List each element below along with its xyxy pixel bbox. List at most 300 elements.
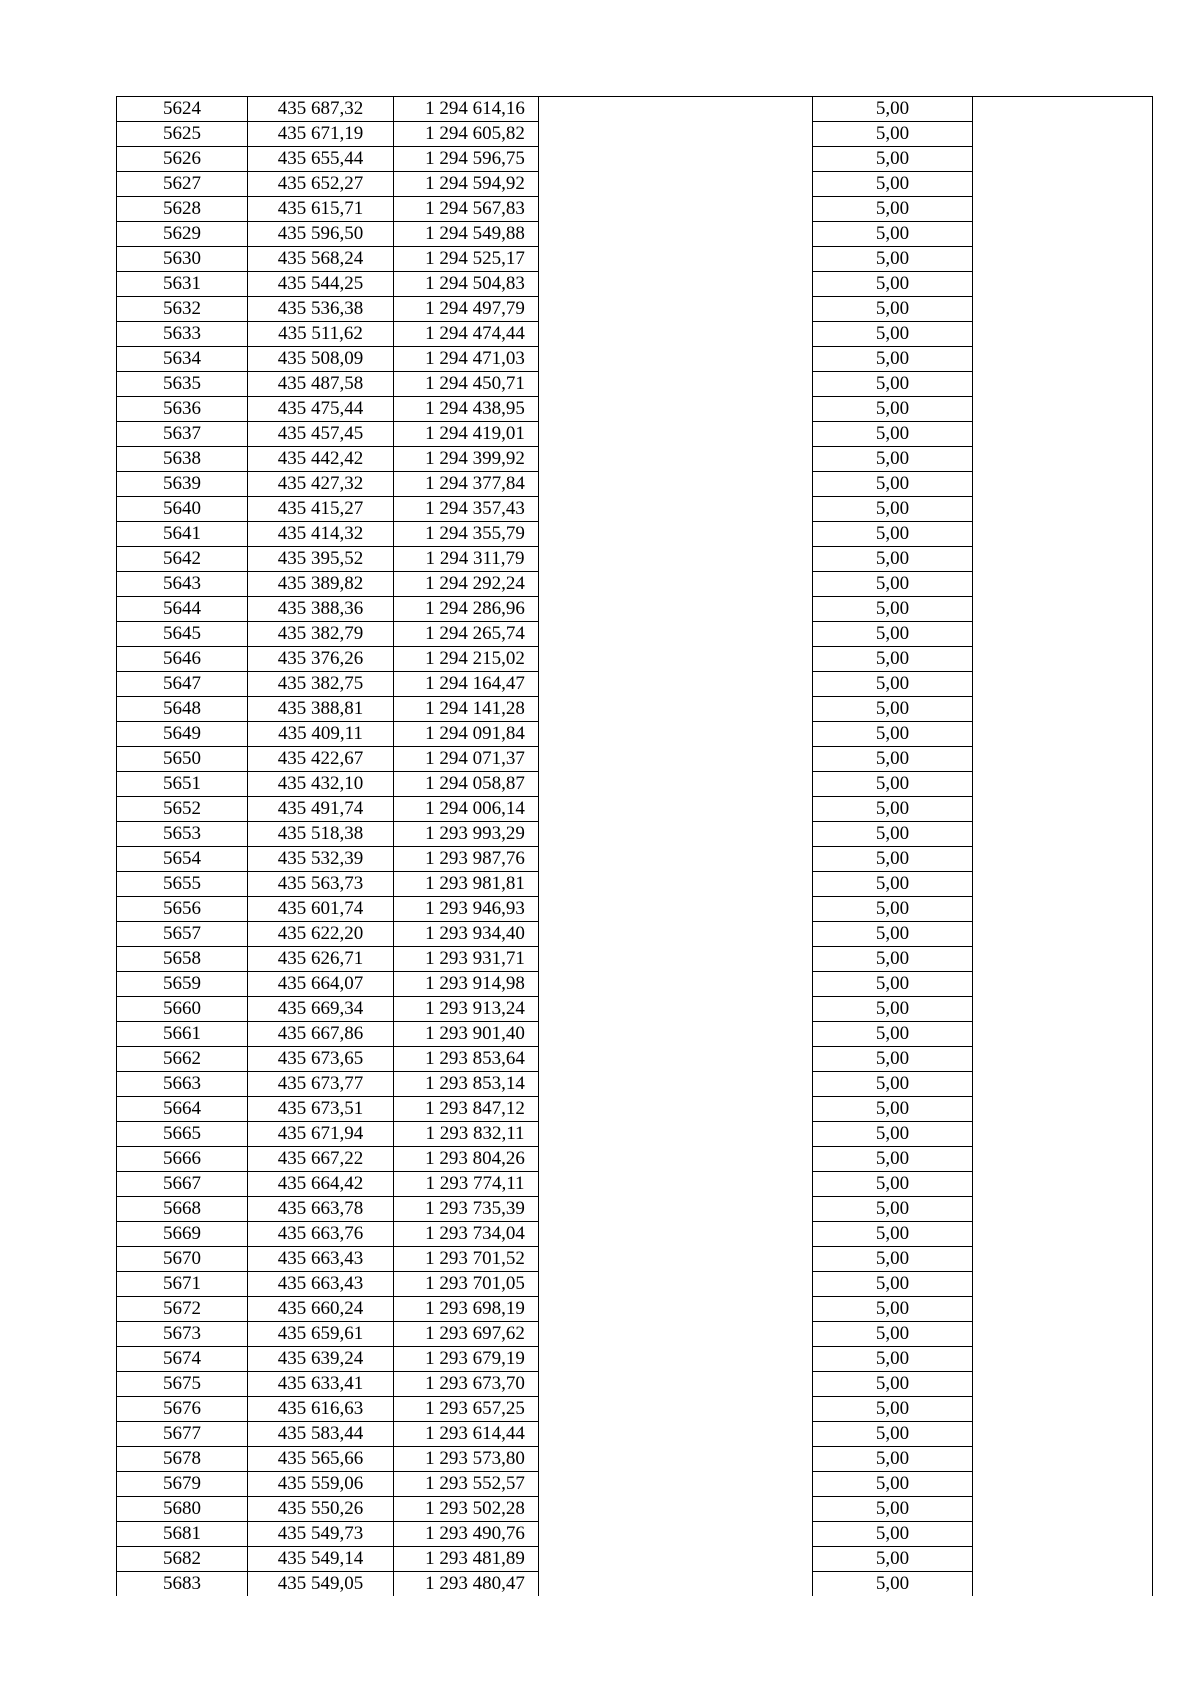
point-number-cell: 5677	[117, 1422, 248, 1447]
x-coordinate-cell: 435 409,11	[248, 722, 394, 747]
x-coordinate-cell: 435 664,07	[248, 972, 394, 997]
accuracy-value-cell: 5,00	[813, 522, 973, 547]
description-cell	[539, 1247, 813, 1272]
y-coordinate-cell: 1 294 164,47	[394, 672, 539, 697]
table-row	[117, 1097, 1153, 1122]
point-number-cell: 5681	[117, 1522, 248, 1547]
accuracy-value-cell: 5,00	[813, 772, 973, 797]
accuracy-value-cell: 5,00	[813, 1272, 973, 1297]
x-coordinate-cell: 435 667,86	[248, 1022, 394, 1047]
y-coordinate-cell: 1 294 399,92	[394, 447, 539, 472]
note-cell	[973, 1422, 1153, 1447]
accuracy-value-cell: 5,00	[813, 1022, 973, 1047]
point-number-cell: 5653	[117, 822, 248, 847]
y-coordinate-cell: 1 293 853,14	[394, 1072, 539, 1097]
accuracy-value-cell: 5,00	[813, 172, 973, 197]
x-coordinate-cell: 435 549,73	[248, 1522, 394, 1547]
point-number-cell: 5675	[117, 1372, 248, 1397]
x-coordinate-cell: 435 442,42	[248, 447, 394, 472]
table-row	[117, 872, 1153, 897]
table-row	[117, 97, 1153, 122]
description-cell	[539, 1147, 813, 1172]
point-number-cell: 5668	[117, 1197, 248, 1222]
description-cell	[539, 1347, 813, 1372]
note-cell	[973, 947, 1153, 972]
description-cell	[539, 1022, 813, 1047]
description-cell	[539, 622, 813, 647]
note-cell	[973, 672, 1153, 697]
table-row	[117, 1522, 1153, 1547]
x-coordinate-cell: 435 671,19	[248, 122, 394, 147]
description-cell	[539, 1497, 813, 1522]
description-cell	[539, 797, 813, 822]
x-coordinate-cell: 435 663,43	[248, 1272, 394, 1297]
accuracy-value-cell: 5,00	[813, 247, 973, 272]
x-coordinate-cell: 435 673,51	[248, 1097, 394, 1122]
note-cell	[973, 922, 1153, 947]
note-cell	[973, 172, 1153, 197]
description-cell	[539, 1572, 813, 1597]
accuracy-value-cell: 5,00	[813, 447, 973, 472]
y-coordinate-cell: 1 293 480,47	[394, 1572, 539, 1597]
table-row	[117, 897, 1153, 922]
note-cell	[973, 397, 1153, 422]
note-cell	[973, 1497, 1153, 1522]
x-coordinate-cell: 435 663,43	[248, 1247, 394, 1272]
table-row	[117, 947, 1153, 972]
x-coordinate-cell: 435 388,36	[248, 597, 394, 622]
note-cell	[973, 472, 1153, 497]
y-coordinate-cell: 1 294 377,84	[394, 472, 539, 497]
y-coordinate-cell: 1 293 679,19	[394, 1347, 539, 1372]
point-number-cell: 5637	[117, 422, 248, 447]
point-number-cell: 5645	[117, 622, 248, 647]
note-cell	[973, 847, 1153, 872]
point-number-cell: 5642	[117, 547, 248, 572]
description-cell	[539, 147, 813, 172]
point-number-cell: 5661	[117, 1022, 248, 1047]
point-number-cell: 5634	[117, 347, 248, 372]
x-coordinate-cell: 435 687,32	[248, 97, 394, 122]
table-row	[117, 197, 1153, 222]
y-coordinate-cell: 1 293 913,24	[394, 997, 539, 1022]
description-cell	[539, 497, 813, 522]
point-number-cell: 5631	[117, 272, 248, 297]
table-row	[117, 1347, 1153, 1372]
table-row	[117, 672, 1153, 697]
y-coordinate-cell: 1 294 357,43	[394, 497, 539, 522]
note-cell	[973, 1047, 1153, 1072]
table-row	[117, 497, 1153, 522]
accuracy-value-cell: 5,00	[813, 1497, 973, 1522]
point-number-cell: 5656	[117, 897, 248, 922]
y-coordinate-cell: 1 294 474,44	[394, 322, 539, 347]
table-row	[117, 1197, 1153, 1222]
table-row	[117, 572, 1153, 597]
y-coordinate-cell: 1 293 657,25	[394, 1397, 539, 1422]
description-cell	[539, 522, 813, 547]
point-number-cell: 5641	[117, 522, 248, 547]
point-number-cell: 5633	[117, 322, 248, 347]
x-coordinate-cell: 435 508,09	[248, 347, 394, 372]
point-number-cell: 5643	[117, 572, 248, 597]
x-coordinate-cell: 435 568,24	[248, 247, 394, 272]
y-coordinate-cell: 1 294 058,87	[394, 772, 539, 797]
y-coordinate-cell: 1 293 573,80	[394, 1447, 539, 1472]
x-coordinate-cell: 435 655,44	[248, 147, 394, 172]
x-coordinate-cell: 435 615,71	[248, 197, 394, 222]
accuracy-value-cell: 5,00	[813, 997, 973, 1022]
note-cell	[973, 1072, 1153, 1097]
x-coordinate-cell: 435 622,20	[248, 922, 394, 947]
x-coordinate-cell: 435 388,81	[248, 697, 394, 722]
x-coordinate-cell: 435 563,73	[248, 872, 394, 897]
y-coordinate-cell: 1 293 735,39	[394, 1197, 539, 1222]
note-cell	[973, 122, 1153, 147]
note-cell	[973, 572, 1153, 597]
note-cell	[973, 1472, 1153, 1497]
note-cell	[973, 297, 1153, 322]
note-cell	[973, 322, 1153, 347]
point-number-cell: 5648	[117, 697, 248, 722]
accuracy-value-cell: 5,00	[813, 647, 973, 672]
table-row	[117, 1247, 1153, 1272]
description-cell	[539, 1472, 813, 1497]
note-cell	[973, 1022, 1153, 1047]
point-number-cell: 5644	[117, 597, 248, 622]
y-coordinate-cell: 1 294 355,79	[394, 522, 539, 547]
accuracy-value-cell: 5,00	[813, 472, 973, 497]
note-cell	[973, 1147, 1153, 1172]
x-coordinate-cell: 435 511,62	[248, 322, 394, 347]
y-coordinate-cell: 1 294 071,37	[394, 747, 539, 772]
description-cell	[539, 372, 813, 397]
y-coordinate-cell: 1 294 419,01	[394, 422, 539, 447]
table-row	[117, 1372, 1153, 1397]
x-coordinate-cell: 435 549,05	[248, 1572, 394, 1597]
x-coordinate-cell: 435 664,42	[248, 1172, 394, 1197]
point-number-cell: 5654	[117, 847, 248, 872]
note-cell	[973, 597, 1153, 622]
note-cell	[973, 97, 1153, 122]
x-coordinate-cell: 435 565,66	[248, 1447, 394, 1472]
description-cell	[539, 397, 813, 422]
table-row	[117, 1222, 1153, 1247]
note-cell	[973, 647, 1153, 672]
accuracy-value-cell: 5,00	[813, 1297, 973, 1322]
description-cell	[539, 847, 813, 872]
note-cell	[973, 272, 1153, 297]
table-row	[117, 697, 1153, 722]
point-number-cell: 5636	[117, 397, 248, 422]
y-coordinate-cell: 1 294 594,92	[394, 172, 539, 197]
point-number-cell: 5635	[117, 372, 248, 397]
table-row	[117, 297, 1153, 322]
y-coordinate-cell: 1 293 804,26	[394, 1147, 539, 1172]
note-cell	[973, 1347, 1153, 1372]
y-coordinate-cell: 1 294 006,14	[394, 797, 539, 822]
y-coordinate-cell: 1 293 832,11	[394, 1122, 539, 1147]
x-coordinate-cell: 435 671,94	[248, 1122, 394, 1147]
y-coordinate-cell: 1 294 450,71	[394, 372, 539, 397]
table-row	[117, 1022, 1153, 1047]
y-coordinate-cell: 1 293 901,40	[394, 1022, 539, 1047]
x-coordinate-cell: 435 669,34	[248, 997, 394, 1022]
description-cell	[539, 322, 813, 347]
y-coordinate-cell: 1 294 497,79	[394, 297, 539, 322]
point-number-cell: 5680	[117, 1497, 248, 1522]
note-cell	[973, 897, 1153, 922]
y-coordinate-cell: 1 294 215,02	[394, 647, 539, 672]
y-coordinate-cell: 1 294 438,95	[394, 397, 539, 422]
accuracy-value-cell: 5,00	[813, 1447, 973, 1472]
table-row	[117, 522, 1153, 547]
description-cell	[539, 247, 813, 272]
point-number-cell: 5679	[117, 1472, 248, 1497]
description-cell	[539, 697, 813, 722]
y-coordinate-cell: 1 293 981,81	[394, 872, 539, 897]
x-coordinate-cell: 435 633,41	[248, 1372, 394, 1397]
accuracy-value-cell: 5,00	[813, 897, 973, 922]
description-cell	[539, 1172, 813, 1197]
description-cell	[539, 997, 813, 1022]
x-coordinate-cell: 435 414,32	[248, 522, 394, 547]
x-coordinate-cell: 435 415,27	[248, 497, 394, 522]
y-coordinate-cell: 1 294 605,82	[394, 122, 539, 147]
x-coordinate-cell: 435 616,63	[248, 1397, 394, 1422]
point-number-cell: 5682	[117, 1547, 248, 1572]
accuracy-value-cell: 5,00	[813, 1522, 973, 1547]
x-coordinate-cell: 435 559,06	[248, 1472, 394, 1497]
description-cell	[539, 947, 813, 972]
accuracy-value-cell: 5,00	[813, 872, 973, 897]
description-cell	[539, 1297, 813, 1322]
accuracy-value-cell: 5,00	[813, 1247, 973, 1272]
x-coordinate-cell: 435 659,61	[248, 1322, 394, 1347]
y-coordinate-cell: 1 293 490,76	[394, 1522, 539, 1547]
description-cell	[539, 672, 813, 697]
accuracy-value-cell: 5,00	[813, 722, 973, 747]
x-coordinate-cell: 435 475,44	[248, 397, 394, 422]
table-row	[117, 447, 1153, 472]
y-coordinate-cell: 1 293 914,98	[394, 972, 539, 997]
y-coordinate-cell: 1 294 091,84	[394, 722, 539, 747]
y-coordinate-cell: 1 293 614,44	[394, 1422, 539, 1447]
note-cell	[973, 147, 1153, 172]
y-coordinate-cell: 1 294 525,17	[394, 247, 539, 272]
point-number-cell: 5676	[117, 1397, 248, 1422]
note-cell	[973, 722, 1153, 747]
table-row	[117, 222, 1153, 247]
accuracy-value-cell: 5,00	[813, 1172, 973, 1197]
y-coordinate-cell: 1 294 471,03	[394, 347, 539, 372]
point-number-cell: 5628	[117, 197, 248, 222]
accuracy-value-cell: 5,00	[813, 422, 973, 447]
y-coordinate-cell: 1 293 853,64	[394, 1047, 539, 1072]
accuracy-value-cell: 5,00	[813, 1372, 973, 1397]
accuracy-value-cell: 5,00	[813, 1547, 973, 1572]
point-number-cell: 5683	[117, 1572, 248, 1597]
point-number-cell: 5626	[117, 147, 248, 172]
point-number-cell: 5657	[117, 922, 248, 947]
description-cell	[539, 1422, 813, 1447]
note-cell	[973, 247, 1153, 272]
description-cell	[539, 897, 813, 922]
description-cell	[539, 122, 813, 147]
note-cell	[973, 622, 1153, 647]
description-cell	[539, 1372, 813, 1397]
y-coordinate-cell: 1 293 698,19	[394, 1297, 539, 1322]
accuracy-value-cell: 5,00	[813, 1197, 973, 1222]
x-coordinate-cell: 435 427,32	[248, 472, 394, 497]
description-cell	[539, 1197, 813, 1222]
accuracy-value-cell: 5,00	[813, 347, 973, 372]
description-cell	[539, 597, 813, 622]
y-coordinate-cell: 1 293 847,12	[394, 1097, 539, 1122]
table-row	[117, 472, 1153, 497]
y-coordinate-cell: 1 294 596,75	[394, 147, 539, 172]
point-number-cell: 5674	[117, 1347, 248, 1372]
point-number-cell: 5649	[117, 722, 248, 747]
description-cell	[539, 1122, 813, 1147]
point-number-cell: 5655	[117, 872, 248, 897]
y-coordinate-cell: 1 293 946,93	[394, 897, 539, 922]
x-coordinate-cell: 435 395,52	[248, 547, 394, 572]
table-row	[117, 597, 1153, 622]
y-coordinate-cell: 1 293 697,62	[394, 1322, 539, 1347]
x-coordinate-cell: 435 663,78	[248, 1197, 394, 1222]
table-row	[117, 1422, 1153, 1447]
x-coordinate-cell: 435 518,38	[248, 822, 394, 847]
note-cell	[973, 697, 1153, 722]
accuracy-value-cell: 5,00	[813, 972, 973, 997]
table-row	[117, 1047, 1153, 1072]
accuracy-value-cell: 5,00	[813, 697, 973, 722]
table-row	[117, 922, 1153, 947]
point-number-cell: 5627	[117, 172, 248, 197]
table-row	[117, 1172, 1153, 1197]
note-cell	[973, 1322, 1153, 1347]
note-cell	[973, 372, 1153, 397]
point-number-cell: 5651	[117, 772, 248, 797]
note-cell	[973, 1522, 1153, 1547]
accuracy-value-cell: 5,00	[813, 322, 973, 347]
coordinates-table-body	[117, 97, 1153, 1597]
x-coordinate-cell: 435 550,26	[248, 1497, 394, 1522]
accuracy-value-cell: 5,00	[813, 97, 973, 122]
point-number-cell: 5639	[117, 472, 248, 497]
description-cell	[539, 97, 813, 122]
description-cell	[539, 772, 813, 797]
point-number-cell: 5629	[117, 222, 248, 247]
x-coordinate-cell: 435 382,79	[248, 622, 394, 647]
note-cell	[973, 872, 1153, 897]
x-coordinate-cell: 435 549,14	[248, 1547, 394, 1572]
description-cell	[539, 922, 813, 947]
accuracy-value-cell: 5,00	[813, 297, 973, 322]
note-cell	[973, 347, 1153, 372]
accuracy-value-cell: 5,00	[813, 597, 973, 622]
x-coordinate-cell: 435 544,25	[248, 272, 394, 297]
y-coordinate-cell: 1 293 701,05	[394, 1272, 539, 1297]
table-row	[117, 1322, 1153, 1347]
note-cell	[973, 1197, 1153, 1222]
accuracy-value-cell: 5,00	[813, 822, 973, 847]
x-coordinate-cell: 435 382,75	[248, 672, 394, 697]
table-row	[117, 397, 1153, 422]
description-cell	[539, 272, 813, 297]
y-coordinate-cell: 1 293 552,57	[394, 1472, 539, 1497]
table-row	[117, 1122, 1153, 1147]
accuracy-value-cell: 5,00	[813, 1222, 973, 1247]
point-number-cell: 5667	[117, 1172, 248, 1197]
table-row	[117, 797, 1153, 822]
point-number-cell: 5666	[117, 1147, 248, 1172]
x-coordinate-cell: 435 673,77	[248, 1072, 394, 1097]
accuracy-value-cell: 5,00	[813, 497, 973, 522]
note-cell	[973, 197, 1153, 222]
table-row	[117, 622, 1153, 647]
accuracy-value-cell: 5,00	[813, 397, 973, 422]
description-cell	[539, 197, 813, 222]
description-cell	[539, 1222, 813, 1247]
description-cell	[539, 447, 813, 472]
accuracy-value-cell: 5,00	[813, 1472, 973, 1497]
accuracy-value-cell: 5,00	[813, 747, 973, 772]
description-cell	[539, 472, 813, 497]
y-coordinate-cell: 1 294 286,96	[394, 597, 539, 622]
point-number-cell: 5660	[117, 997, 248, 1022]
point-number-cell: 5678	[117, 1447, 248, 1472]
y-coordinate-cell: 1 294 265,74	[394, 622, 539, 647]
x-coordinate-cell: 435 583,44	[248, 1422, 394, 1447]
y-coordinate-cell: 1 294 311,79	[394, 547, 539, 572]
accuracy-value-cell: 5,00	[813, 1422, 973, 1447]
note-cell	[973, 1122, 1153, 1147]
note-cell	[973, 747, 1153, 772]
x-coordinate-cell: 435 660,24	[248, 1297, 394, 1322]
y-coordinate-cell: 1 293 673,70	[394, 1372, 539, 1397]
table-row	[117, 972, 1153, 997]
accuracy-value-cell: 5,00	[813, 372, 973, 397]
accuracy-value-cell: 5,00	[813, 572, 973, 597]
note-cell	[973, 1372, 1153, 1397]
description-cell	[539, 222, 813, 247]
accuracy-value-cell: 5,00	[813, 922, 973, 947]
y-coordinate-cell: 1 293 993,29	[394, 822, 539, 847]
y-coordinate-cell: 1 293 931,71	[394, 947, 539, 972]
table-row	[117, 272, 1153, 297]
note-cell	[973, 1097, 1153, 1122]
table-row	[117, 147, 1153, 172]
accuracy-value-cell: 5,00	[813, 1147, 973, 1172]
note-cell	[973, 497, 1153, 522]
accuracy-value-cell: 5,00	[813, 1347, 973, 1372]
accuracy-value-cell: 5,00	[813, 122, 973, 147]
point-number-cell: 5640	[117, 497, 248, 522]
x-coordinate-cell: 435 663,76	[248, 1222, 394, 1247]
x-coordinate-cell: 435 652,27	[248, 172, 394, 197]
description-cell	[539, 1097, 813, 1122]
point-number-cell: 5663	[117, 1072, 248, 1097]
note-cell	[973, 1222, 1153, 1247]
y-coordinate-cell: 1 294 504,83	[394, 272, 539, 297]
note-cell	[973, 547, 1153, 572]
point-number-cell: 5672	[117, 1297, 248, 1322]
point-number-cell: 5630	[117, 247, 248, 272]
x-coordinate-cell: 435 376,26	[248, 647, 394, 672]
description-cell	[539, 1547, 813, 1572]
